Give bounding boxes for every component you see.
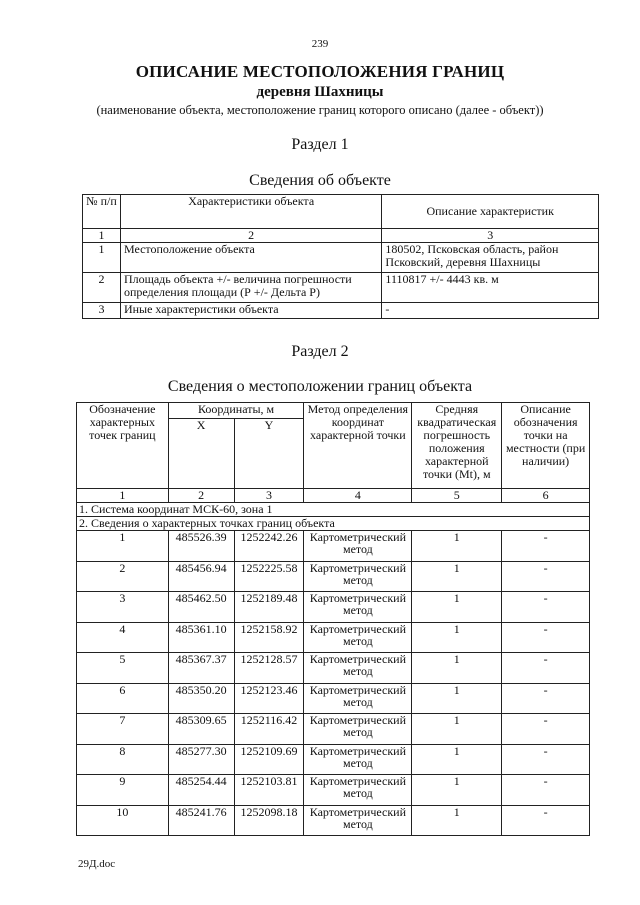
x-coordinate: 485361.10 (168, 622, 234, 653)
table-row (77, 744, 590, 775)
y-coordinate: 1252116.42 (234, 714, 304, 745)
index-cell: 4 (304, 489, 412, 503)
point-description: - (502, 531, 590, 562)
row-characteristic: Иные характеристики объекта (120, 303, 381, 319)
method: Картометрический метод (304, 805, 412, 836)
document-title: ОПИСАНИЕ МЕСТОПОЛОЖЕНИЯ ГРАНИЦ (135, 62, 505, 81)
x-coordinate: 485462.50 (168, 592, 234, 623)
page-number: 239 (311, 38, 329, 50)
row-description: 1110817 +/- 4443 кв. м (382, 273, 599, 303)
x-coordinate: 485309.65 (168, 714, 234, 745)
point-description: - (502, 805, 590, 836)
index-cell: 3 (382, 229, 599, 243)
row-description: 180502, Псковская область, район Псковский, деревня Шахницы (382, 243, 599, 273)
header-num: № п/п (83, 195, 121, 229)
table-row (77, 592, 590, 623)
accuracy-value: 1 (412, 592, 502, 623)
header-x: X (168, 419, 234, 489)
document-note: (наименование объекта, местоположение границ которого описано (далее - объект)) (96, 103, 544, 117)
x-coordinate: 485277.30 (168, 744, 234, 775)
row-characteristic: Площадь объекта +/- величина погрешности определения площади (Р +/- Дельта Р) (120, 273, 381, 303)
index-cell: 1 (77, 489, 169, 503)
header-coords: Координаты, м (168, 403, 304, 419)
footer-filename: 29Д.doc (78, 858, 116, 870)
method: Картометрический метод (304, 683, 412, 714)
point-number: 8 (77, 744, 169, 775)
point-description: - (502, 561, 590, 592)
y-coordinate: 1252242.26 (234, 531, 304, 562)
header-characteristic: Характеристики объекта (120, 195, 381, 229)
row-num: 3 (83, 303, 121, 319)
accuracy-value: 1 (412, 714, 502, 745)
point-number: 10 (77, 805, 169, 836)
section2-title: Раздел 2 (291, 343, 349, 360)
method: Картометрический метод (304, 714, 412, 745)
index-cell: 2 (120, 229, 381, 243)
method: Картометрический метод (304, 592, 412, 623)
coordinate-system-row: 1. Система координат МСК-60, зона 1 (77, 503, 590, 517)
table-row (83, 303, 599, 319)
point-description: - (502, 775, 590, 806)
table-row (77, 531, 590, 562)
accuracy-value: 1 (412, 775, 502, 806)
point-number: 5 (77, 653, 169, 684)
table-row (83, 243, 599, 273)
header-point-description: Описание обозначения точки на местности (при наличии) (502, 403, 590, 489)
point-number: 2 (77, 561, 169, 592)
table-row (77, 683, 590, 714)
method: Картометрический метод (304, 622, 412, 653)
y-coordinate: 1252225.58 (234, 561, 304, 592)
y-coordinate: 1252128.57 (234, 653, 304, 684)
method: Картометрический метод (304, 561, 412, 592)
method: Картометрический метод (304, 744, 412, 775)
row-num: 2 (83, 273, 121, 303)
header-y: Y (234, 419, 304, 489)
point-description: - (502, 592, 590, 623)
x-coordinate: 485526.39 (168, 531, 234, 562)
header-method: Метод определения координат характерной точки (304, 403, 412, 489)
y-coordinate: 1252103.81 (234, 775, 304, 806)
y-coordinate: 1252158.92 (234, 622, 304, 653)
accuracy-value: 1 (412, 622, 502, 653)
method: Картометрический метод (304, 531, 412, 562)
point-number: 3 (77, 592, 169, 623)
header-description: Описание характеристик (382, 195, 599, 229)
table-row (77, 653, 590, 684)
accuracy-value: 1 (412, 683, 502, 714)
table-row (77, 775, 590, 806)
y-coordinate: 1252123.46 (234, 683, 304, 714)
point-number: 4 (77, 622, 169, 653)
point-description: - (502, 714, 590, 745)
header-point: Обозначение характерных точек границ (77, 403, 169, 489)
point-number: 7 (77, 714, 169, 745)
x-coordinate: 485241.76 (168, 805, 234, 836)
table-row (77, 805, 590, 836)
row-num: 1 (83, 243, 121, 273)
accuracy-value: 1 (412, 653, 502, 684)
point-description: - (502, 622, 590, 653)
point-description: - (502, 653, 590, 684)
accuracy-value: 1 (412, 805, 502, 836)
x-coordinate: 485350.20 (168, 683, 234, 714)
x-coordinate: 485367.37 (168, 653, 234, 684)
index-cell: 3 (234, 489, 304, 503)
document-subtitle: деревня Шахницы (256, 84, 384, 100)
section2-subtitle: Сведения о местоположении границ объекта (167, 378, 473, 395)
y-coordinate: 1252098.18 (234, 805, 304, 836)
object-info-table (82, 194, 599, 319)
accuracy-value: 1 (412, 531, 502, 562)
method: Картометрический метод (304, 775, 412, 806)
point-number: 1 (77, 531, 169, 562)
accuracy-value: 1 (412, 744, 502, 775)
point-description: - (502, 683, 590, 714)
index-cell: 6 (502, 489, 590, 503)
index-cell: 5 (412, 489, 502, 503)
row-characteristic: Местоположение объекта (120, 243, 381, 273)
index-cell: 2 (168, 489, 234, 503)
x-coordinate: 485254.44 (168, 775, 234, 806)
method: Картометрический метод (304, 653, 412, 684)
section1-title: Раздел 1 (291, 136, 349, 153)
y-coordinate: 1252109.69 (234, 744, 304, 775)
point-number: 9 (77, 775, 169, 806)
point-number: 6 (77, 683, 169, 714)
table-row (77, 622, 590, 653)
boundary-points-table (76, 402, 590, 836)
index-cell: 1 (83, 229, 121, 243)
row-description: - (382, 303, 599, 319)
accuracy-value: 1 (412, 561, 502, 592)
y-coordinate: 1252189.48 (234, 592, 304, 623)
point-description: - (502, 744, 590, 775)
table-row (77, 714, 590, 745)
section1-subtitle: Сведения об объекте (249, 172, 391, 189)
points-section-row: 2. Сведения о характерных точках границ объекта (77, 517, 590, 531)
header-accuracy: Средняя квадратическая погрешность положения характерной точки (Mt), м (412, 403, 502, 489)
table-row (77, 561, 590, 592)
table-row (83, 273, 599, 303)
x-coordinate: 485456.94 (168, 561, 234, 592)
